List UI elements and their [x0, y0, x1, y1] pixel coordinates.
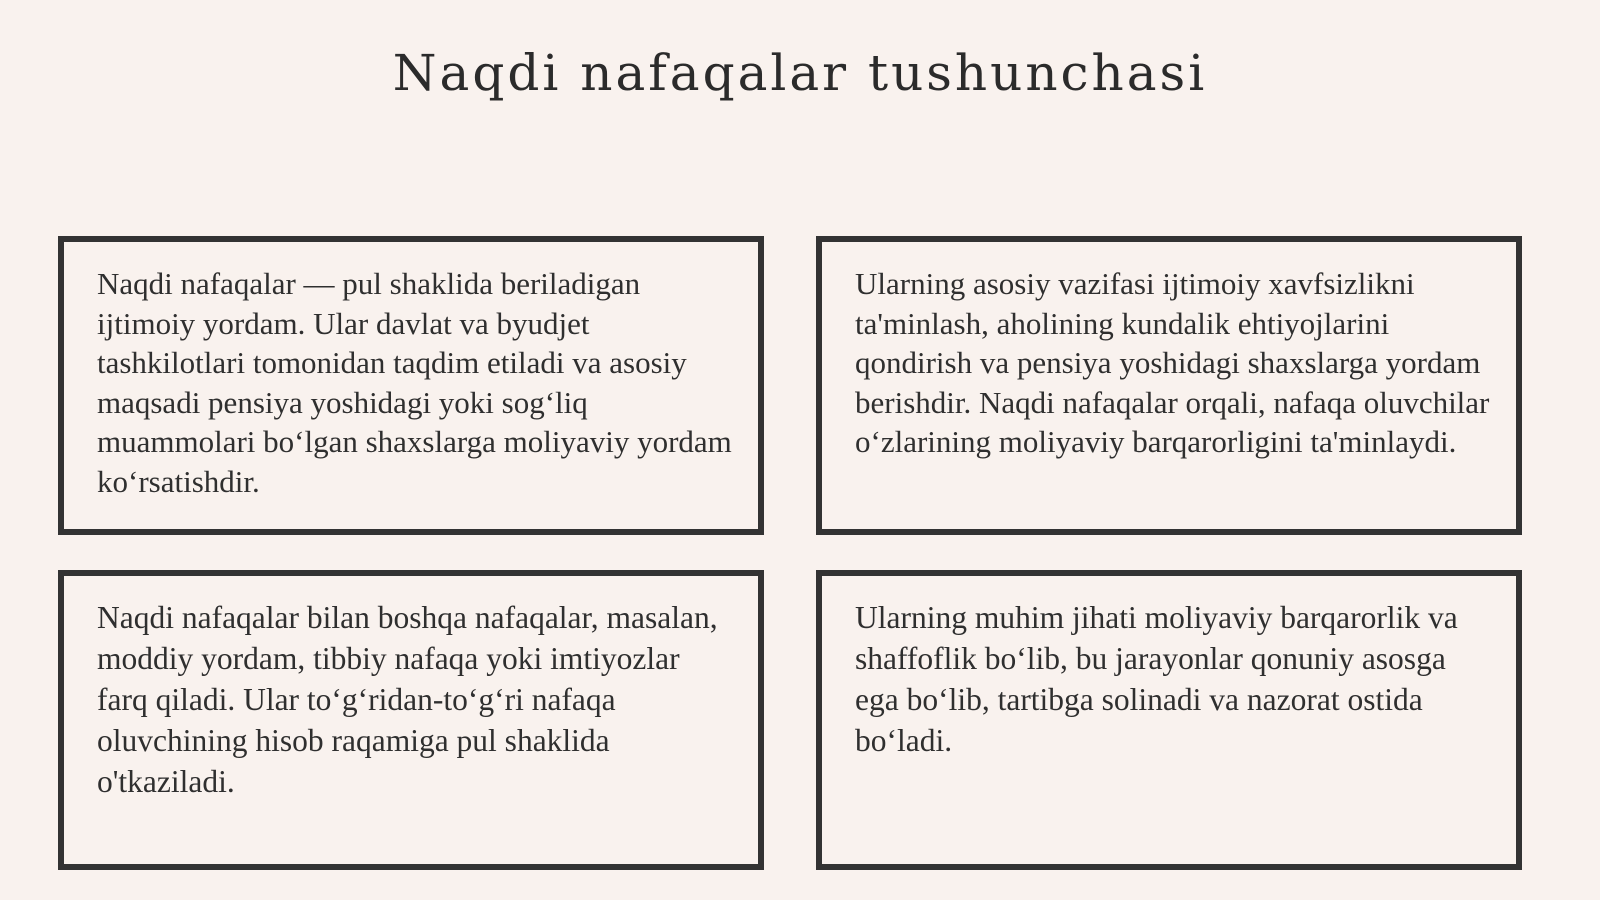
info-card-importance — [816, 570, 1522, 870]
card-text: Ularning muhim jihati moliyaviy barqarorlik va shaffoflik bo‘lib, bu jarayonlar qonuniy asosga ega bo‘lib, tartibga solinadi va nazorat ostida bo‘ladi. — [855, 600, 1458, 758]
card-text: Ularning asosiy vazifasi ijtimoiy xavfsizlikni ta'minlash, aholining kundalik ehtiyojlarini qondirish va pensiya yoshidagi shaxslarga yordam berishdir. Naqdi nafaqalar orqali, nafaqa oluvchilar o‘zlarining moliyaviy barqarorligini ta'minlaydi. — [855, 266, 1490, 459]
card-text: Naqdi nafaqalar — pul shaklida beriladigan ijtimoiy yordam. Ular davlat va byudjet tashkilotlari tomonidan taqdim etiladi va asosiy maqsadi pensiya yoshidagi yoki sog‘liq muammolari bo‘lgan shaxslarga moliyaviy yordam ko‘rsatishdir. — [97, 266, 732, 499]
card-text: Naqdi nafaqalar bilan boshqa nafaqalar, masalan, moddiy yordam, tibbiy nafaqa yoki imtiyozlar farq qiladi. Ular to‘g‘ridan-to‘g‘ri nafaqa oluvchining hisob raqamiga pul shaklida o'tkaziladi. — [97, 600, 718, 799]
info-card-definition — [58, 236, 764, 535]
info-card-purpose — [816, 236, 1522, 535]
slide-title: Naqdi nafaqalar tushunchasi — [392, 44, 1208, 102]
info-card-difference — [58, 570, 764, 870]
